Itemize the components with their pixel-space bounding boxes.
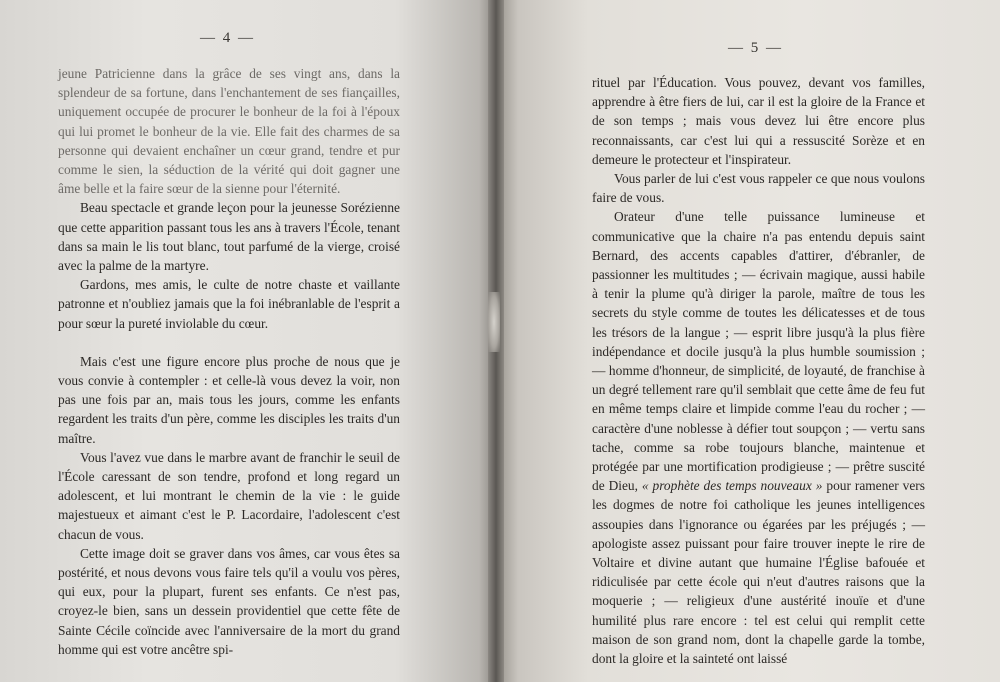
- paragraph: rituel par l'Éducation. Vous pouvez, devant vos familles, apprendre à être fiers de lui, car il est la gloire de la France et de son temps ; mais vous devez lui être encore plus reconnaissants, car c'est lui qui a ressuscité Sorèze et en demeure le protecteur et l'inspirateur.: [592, 75, 925, 167]
- paragraph-text: pour ramener vers les dogmes de notre foi catholique les jeunes intelligences assoupies dans l'ignorance ou égarées par les préjugés ; — apologiste assez puissant pour faire trouver inepte le rire de Voltaire et divine autant que humaine l'Église bafouée et ridiculisée par cette école qui n'eut d'autres raisons que la moquerie ; — religieux d'une austérité inouïe et d'une humilité plus rare encore : tel est celui qui remplit cette maison de son grand nom, dont la chapelle garde la tombe, dont la gloire et la sainteté ont laissé: [592, 478, 925, 667]
- right-page-text: [592, 73, 925, 668]
- paragraph: jeune Patricienne dans la grâce de ses vingt ans, dans la splendeur de sa fortune, dans l'enchantement de ses fiançailles, uniquement occupée de procurer le bonheur de la foi à l'époux qui lui promet le bonheur de la vie. Elle fait des charmes de sa personne qui devaient enchaîner un cœur grand, tendre et pur comme le sien, la séduction de la vérité qui doit gagner une âme belle et la faire sœur de la sienne pour l'éternité.: [58, 66, 400, 197]
- paragraph: Vous parler de lui c'est vous rappeler ce que nous voulons faire de vous.: [592, 171, 925, 206]
- right-page-number: — 5 —: [728, 40, 783, 56]
- binding-thread: [488, 292, 500, 352]
- italic-quote: « prophète des temps nouveaux »: [641, 478, 823, 494]
- paragraph-text: Orateur d'une telle puissance lumineuse et communicative que la chaire n'a pas entendu depuis saint Bernard, des accents capables d'attirer, d'ébranler, de passionner les multitudes ; — écrivain magique, aussi habile à tenir la plume qu'à diriger la parole, maître de tous les secrets du style comme de toutes les délicatesses et de tous les trésors de la langue ; — esprit libre jusqu'à la plus fière indépendance et docile jusqu'à la plus humble soumission ; — homme d'honneur, de simplicité, de loyauté, de franchise à un degré tellement rare qu'il semblait que cette âme de feu fut en même temps claire et limpide comme l'eau du rocher ; — caractère d'une noblesse à défier tout soupçon ; — vertu sans tache, comme sa robe toujours blanche, maintenue et protégée par une mortification prodigieuse ; — prêtre suscité de Dieu,: [592, 209, 925, 494]
- left-page-number: — 4 —: [200, 30, 255, 46]
- paragraph: Vous l'avez vue dans le marbre avant de franchir le seuil de l'École caressant de son tendre, profond et long regard un adolescent, et lui montrant le chemin de la vie : le guide majestueux et aimant c'est le P. Lacordaire, l'adolescent c'est chacun de vous.: [58, 449, 400, 542]
- paragraph: Beau spectacle et grande leçon pour la jeunesse Sorézienne que cette apparition passant tous les ans à travers l'École, tenant dans sa main le lis tout blanc, tout parfumé de la vierge, croisé avec la palme de la martyre.: [58, 200, 400, 274]
- paragraph: Gardons, mes amis, le culte de notre chaste et vaillante patronne et n'oubliez jamais que la foi inébranlable de l'esprit a pour sœur la pureté inviolable du cœur.: [58, 277, 400, 331]
- paragraph: Cette image doit se graver dans vos âmes, car vous êtes sa postérité, et nous devons vous faire tels qu'il a voulu vos pères, qui eux, pour la plupart, furent ses enfants. Ce n'est pas, croyez-le bien, sans un dessein providentiel que cette fête de Sainte Cécile coïncide avec l'anniversaire de la mort du grand homme qui est votre ancêtre spi-: [58, 545, 400, 657]
- paragraph: [592, 207, 925, 668]
- left-page-text: [58, 64, 400, 659]
- paragraph: Mais c'est une figure encore plus proche de nous que je vous convie à contempler : et celle-là vous devez la voir, non pas une fois par an, mais tous les jours, comme les enfants regardent les traits d'un père, comme les disciples les traits d'un maître.: [58, 353, 400, 446]
